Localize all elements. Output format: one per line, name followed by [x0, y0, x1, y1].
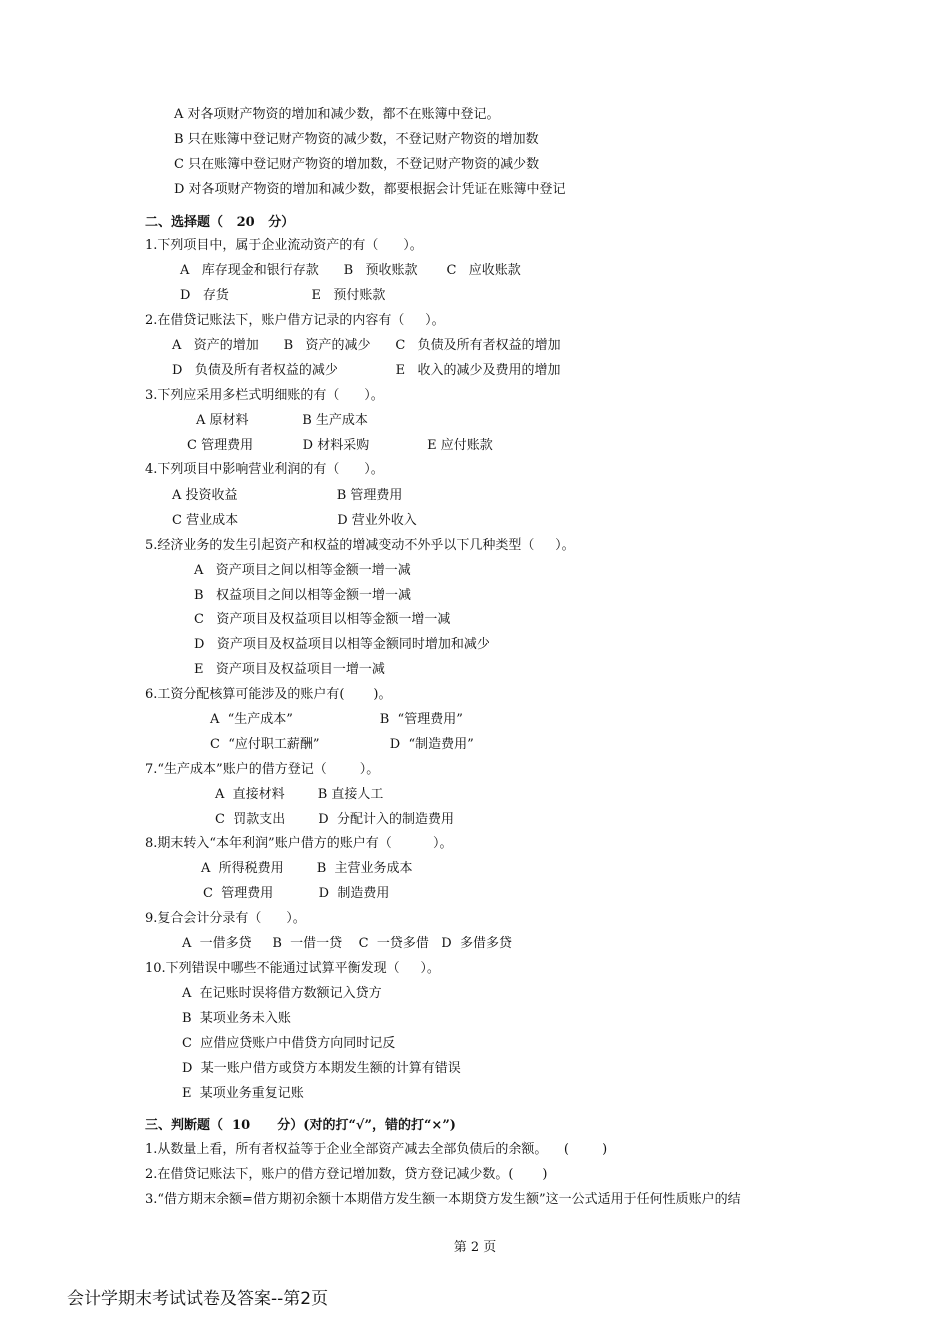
text-line: 1.下列项目中，属于企业流动资产的有（ ）。: [145, 238, 423, 253]
text-line: D 对各项财产物资的增加和减少数，都要根据会计凭证在账簿中登记: [174, 182, 566, 197]
text-line: C 管理费用 D 材料采购 E 应付账款: [187, 438, 493, 453]
text-line: D 负债及所有者权益的减少 E 收入的减少及费用的增加: [172, 363, 561, 378]
text-line: 5.经济业务的发生引起资产和权益的增减变动不外乎以下几种类型（ ）。: [145, 538, 575, 553]
text-line: C 资产项目及权益项目以相等金额一增一减: [194, 612, 451, 627]
text-line: A 资产的增加 B 资产的减少 C 负债及所有者权益的增加: [172, 338, 561, 353]
text-line: 8.期末转入“本年利润”账户借方的账户有（ ）。: [145, 836, 453, 851]
text-line: A 资产项目之间以相等金额一增一减: [194, 563, 411, 578]
text-line: D 资产项目及权益项目以相等金额同时增加和减少: [194, 637, 490, 652]
text-line: B 权益项目之间以相等金额一增一减: [194, 588, 411, 603]
text-line: 3.“借方期末余额=借方期初余额十本期借方发生额一本期贷方发生额”这一公式适用于任何性质账户的结: [145, 1192, 741, 1207]
text-line: A 直接材料 B 直接人工: [215, 787, 384, 802]
text-line: 9.复合会计分录有（ ）。: [145, 911, 306, 926]
text-line: C “应付职工薪酬” D “制造费用”: [210, 737, 474, 752]
text-line: E 资产项目及权益项目一增一减: [194, 662, 385, 677]
section-heading: 三、判断题（ 10 分）(对的打“√”，错的打“×”): [145, 1118, 456, 1133]
text-line: E 某项业务重复记账: [182, 1086, 304, 1101]
page-number: 第 2 页: [453, 1240, 497, 1255]
text-line: D 某一账户借方或贷方本期发生额的计算有错误: [182, 1061, 461, 1076]
text-line: 10.下列错误中哪些不能通过试算平衡发现（ ）。: [145, 961, 440, 976]
text-line: A 一借多贷 B 一借一贷 C 一贷多借 D 多借多贷: [182, 936, 512, 951]
text-line: A 所得税费用 B 主营业务成本: [201, 861, 413, 876]
text-line: A 原材料 B 生产成本: [196, 413, 368, 428]
text-line: B 只在账簿中登记财产物资的减少数，不登记财产物资的增加数: [174, 132, 539, 147]
text-line: 2.在借贷记账法下，账户借方记录的内容有（ ）。: [145, 313, 445, 328]
text-line: A 投资收益 B 管理费用: [172, 488, 403, 503]
text-line: A 在记账时误将借方数额记入贷方: [182, 986, 382, 1001]
text-line: A 对各项财产物资的增加和减少数，都不在账簿中登记。: [174, 107, 500, 122]
text-line: D 存货 E 预付账款: [180, 288, 386, 303]
text-line: 3.下列应采用多栏式明细账的有（ ）。: [145, 388, 384, 403]
text-line: C 应借应贷账户中借贷方向同时记反: [182, 1036, 396, 1051]
text-line: 6.工资分配核算可能涉及的账户有( )。: [145, 687, 392, 702]
text-line: 7.“生产成本”账户的借方登记（ ）。: [145, 762, 380, 777]
text-line: B 某项业务未入账: [182, 1011, 291, 1026]
footer-title: 会计学期末考试试卷及答案--第2页: [67, 1289, 329, 1309]
text-line: C 罚款支出 D 分配计入的制造费用: [215, 812, 454, 827]
text-line: C 管理费用 D 制造费用: [203, 886, 390, 901]
text-line: C 只在账簿中登记财产物资的增加数，不登记财产物资的减少数: [174, 157, 540, 172]
section-heading: 二、选择题（ 20 分）: [145, 215, 295, 230]
text-line: 4.下列项目中影响营业利润的有（ ）。: [145, 462, 384, 477]
text-line: A 库存现金和银行存款 B 预收账款 C 应收账款: [180, 263, 521, 278]
text-line: 2.在借贷记账法下，账户的借方登记增加数，贷方登记减少数。( ): [145, 1167, 548, 1182]
text-line: 1.从数量上看，所有者权益等于企业全部资产减去全部负债后的余额。 ( ): [145, 1142, 608, 1157]
text-line: A “生产成本” B “管理费用”: [210, 712, 463, 727]
text-line: C 营业成本 D 营业外收入: [172, 513, 417, 528]
